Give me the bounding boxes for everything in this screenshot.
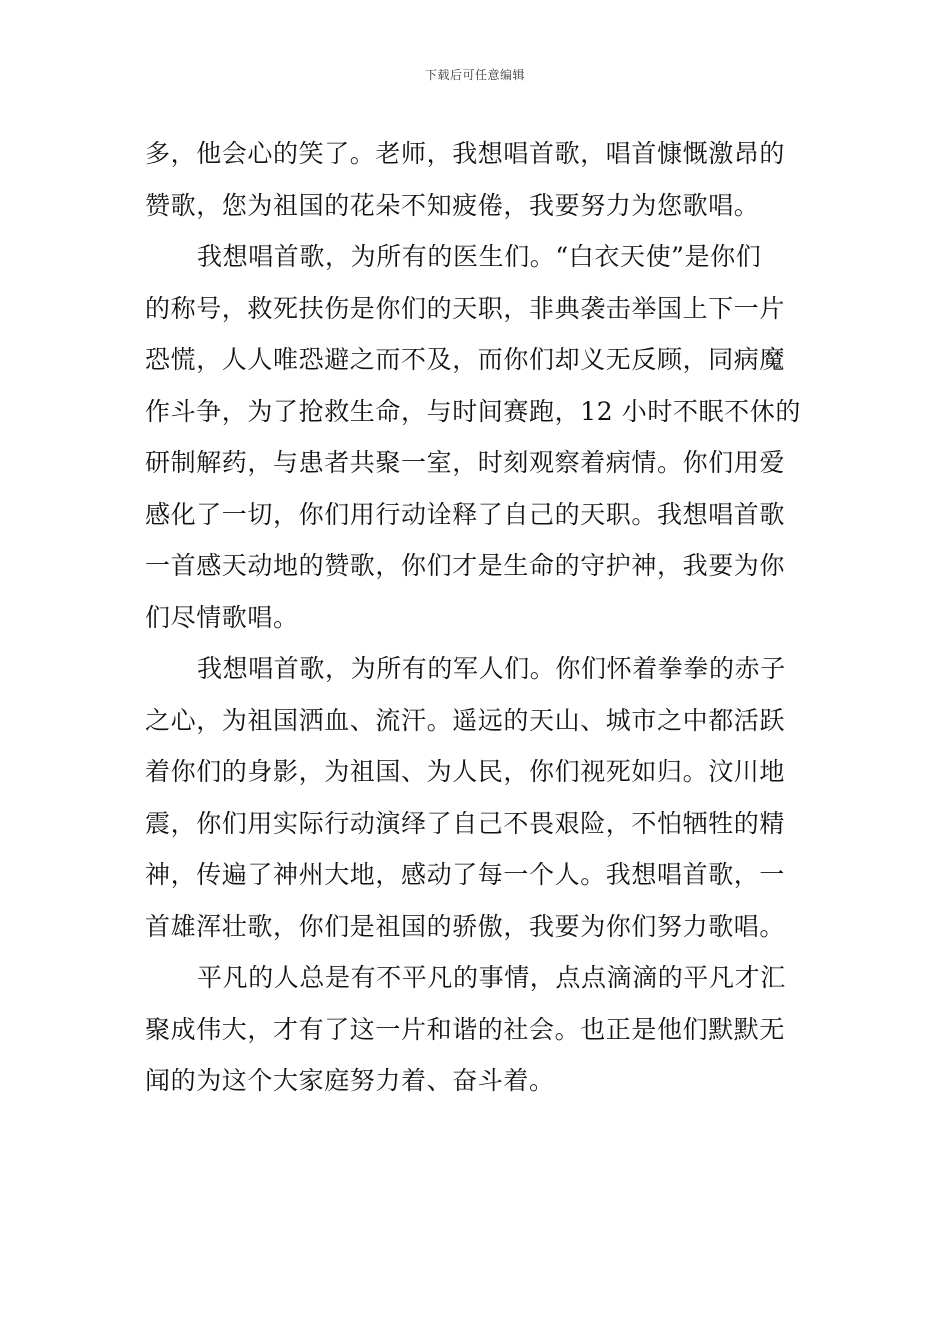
text-line: 一首感天动地的赞歌，你们才是生命的守护神，我要为你 [145,551,786,580]
header-note: 下载后可任意编辑 [424,68,525,82]
text-line: 研制解药，与患者共聚一室，时刻观察着病情。你们用爱 [145,448,786,477]
text-line: 我想唱首歌，为所有的医生们。“白衣天使”是你们 [197,242,762,271]
text-line: 首雄浑壮歌，你们是祖国的骄傲，我要为你们努力歌唱。 [145,911,786,941]
body-text [145,128,807,1107]
text-line: 我想唱首歌，为所有的军人们。你们怀着拳拳的赤子 [197,654,786,683]
text-line: 多，他会心的笑了。老师，我想唱首歌，唱首慷慨激昂的 [145,139,786,168]
text-line: 着你们的身影，为祖国、为人民，你们视死如归。汶川地 [145,757,786,786]
text-line: 感化了一切，你们用行动诠释了自己的天职。我想唱首歌 [145,499,786,529]
text-line: 恐慌，人人唯恐避之而不及，而你们却义无反顾，同病魔 [145,345,786,374]
text-line: 作斗争，为了抢救生命，与时间赛跑，12 小时不眠不休的 [145,396,801,426]
text-line: 的称号，救死扶伤是你们的天职，非典袭击举国上下一片 [145,293,786,323]
text-line: 之心，为祖国洒血、流汗。遥远的天山、城市之中都活跃 [145,705,786,735]
text-line: 闻的为这个大家庭努力着、奋斗着。 [145,1066,555,1095]
text-line: 震，你们用实际行动演绎了自己不畏艰险，不怕牺牲的精 [145,808,786,838]
text-line: 平凡的人总是有不平凡的事情，点点滴滴的平凡才汇 [197,963,786,992]
text-line: 聚成伟大，才有了这一片和谐的社会。也正是他们默默无 [145,1014,786,1044]
text-line: 们尽情歌唱。 [145,602,299,632]
text-line: 神，传遍了神州大地，感动了每一个人。我想唱首歌，一 [145,860,786,889]
text-line: 赞歌，您为祖国的花朵不知疲倦，我要努力为您歌唱。 [145,190,760,220]
